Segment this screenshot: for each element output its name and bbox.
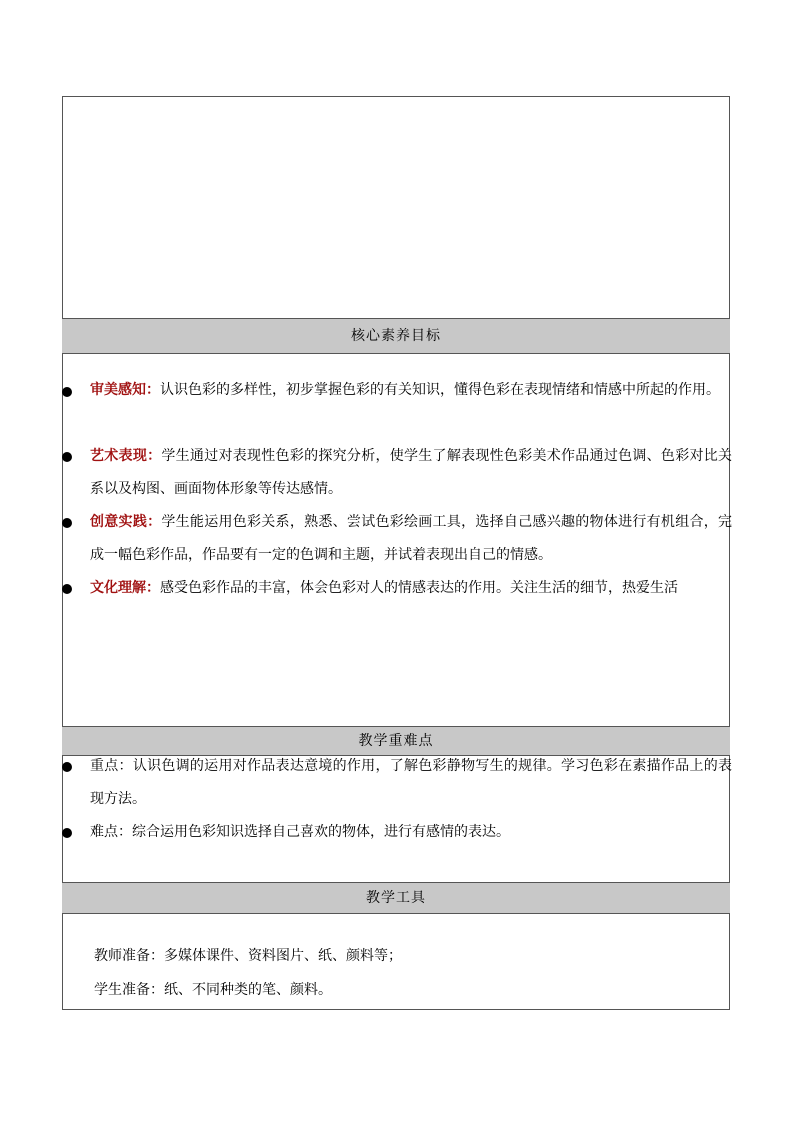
key-points-heading: 教学重难点 [62,726,730,756]
core-goal-text: 学生能运用色彩关系，熟悉、尝试色彩绘画工具，选择自己感兴趣的物体进行有机组合，完成一幅色彩作品，作品要有一定的色调和主题，并试着表现出自己的情感。 [90,514,733,563]
core-goal-item [90,572,732,605]
bullet-icon [62,518,72,528]
core-goal-label: 审美感知： [90,382,160,398]
core-goal-item [90,374,732,407]
core-goal-label: 艺术表现： [90,448,162,464]
student-preparation: 学生准备：纸、不同种类的笔、颜料。 [94,982,332,998]
core-goal-label: 创意实践： [90,514,162,530]
core-goal-text: 学生通过对表现性色彩的探究分析，使学生了解表现性色彩美术作品通过色调、色彩对比关系以及构图、画面物体形象等传达感情。 [90,448,733,497]
key-point-item: 难点：综合运用色彩知识选择自己喜欢的物体，进行有感情的表达。 [90,824,510,840]
bullet-icon [62,584,72,594]
core-goal-text: 感受色彩作品的丰富，体会色彩对人的情感表达的作用。关注生活的细节，热爱生活 [160,580,678,596]
core-goal-item [90,506,732,572]
bullet-icon [62,452,72,462]
bullet-icon [62,387,72,397]
bullet-icon [62,762,72,772]
key-point-item: 重点：认识色调的运用对作品表达意境的作用，了解色彩静物写生的规律。学习色彩在素描作品上的表现方法。 [90,758,732,807]
teacher-preparation: 教师准备：多媒体课件、资料图片、纸、颜料等； [94,948,402,964]
tools-heading: 教学工具 [62,882,730,914]
core-goal-label: 文化理解： [90,580,160,596]
bullet-icon [62,828,72,838]
core-goals-heading: 核心素养目标 [62,318,730,354]
core-goal-text: 认识色彩的多样性，初步掌握色彩的有关知识，懂得色彩在表现情绪和情感中所起的作用。 [160,382,720,398]
core-goal-item [90,440,732,506]
